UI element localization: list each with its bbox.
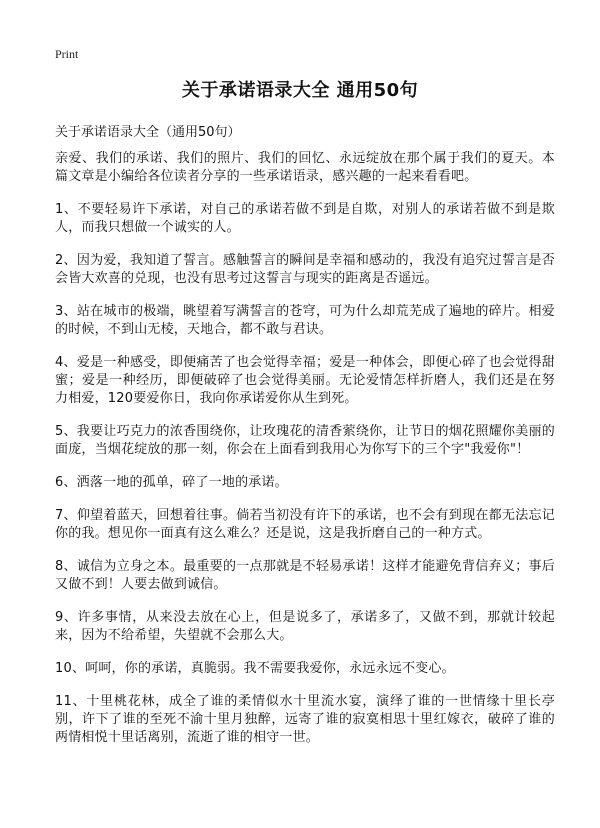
document-body [55,150,555,762]
quote-paragraph: 6、洒落一地的孤单，碎了一地的承诺。 [55,475,288,490]
quote-paragraph: 10、呵呵，你的承诺，真脆弱。我不需要我爱你，永远永远不变心。 [55,661,455,676]
quote-paragraph: 2、因为爱，我知道了誓言。感触誓言的瞬间是幸福和感动的，我没有追究过誓言是否会皆大欢喜的兑现，也没有思考过这誓言与现实的距离是否遥远。 [55,253,555,286]
quote-paragraph: 7、仰望着蓝天，回想着往事。倘若当初没有许下的承诺，也不会有到现在都无法忘记你的我。想见你一面真有这么难么？还是说，这是我折磨自己的一种方式。 [55,508,555,541]
document-subtitle: 关于承诺语录大全（通用50句） [55,125,241,140]
quote-paragraph: 4、爱是一种感受，即便痛苦了也会觉得幸福；爱是一种体会，即便心碎了也会觉得甜蜜；爱是一种经历，即便破碎了也会觉得美丽。无论爱情怎样折磨人，我们还是在努力相爱，120要爱你日，我向你承诺爱你从生到死。 [55,355,555,406]
quote-paragraph: 11、十里桃花林，成全了谁的柔情似水十里流水宴，演绎了谁的一世情缘十里长亭别，许下了谁的至死不渝十里月独醉，远寄了谁的寂寞相思十里红嫁衣，破碎了谁的两情相悦十里话离别，流逝了谁的相守一世。 [55,694,555,745]
document-title: 关于承诺语录大全 通用50句 [181,80,419,101]
quote-paragraph: 9、许多事情，从来没去放在心上，但是说多了，承诺多了，又做不到，那就计较起来，因为不给希望，失望就不会那么大。 [55,610,555,643]
print-link[interactable]: Print [55,47,79,61]
quote-paragraph: 3、站在城市的极端，眺望着写满誓言的苍穹，可为什么却荒芜成了遍地的碎片。相爱的时候，不到山无棱，天地合，都不敢与君诀。 [55,304,555,337]
quote-paragraph: 1、不要轻易许下承诺，对自己的承诺若做不到是自欺，对别人的承诺若做不到是欺人，而我只想做一个诚实的人。 [55,202,555,235]
quote-paragraph: 5、我要让巧克力的浓香围绕你，让玫瑰花的清香萦绕你，让节日的烟花照耀你美丽的面庞，当烟花绽放的那一刻，你会在上面看到我用心为你写下的三个字"我爱你"！ [55,424,555,457]
intro-paragraph: 亲爱、我们的承诺、我们的照片、我们的回忆、永远绽放在那个属于我们的夏天。本篇文章是小编给各位读者分享的一些承诺语录，感兴趣的一起来看看吧。 [55,151,555,184]
quote-paragraph: 8、诚信为立身之本。最重要的一点那就是不轻易承诺！这样才能避免背信弃义；事后又做不到！人要去做到诚信。 [55,559,555,592]
